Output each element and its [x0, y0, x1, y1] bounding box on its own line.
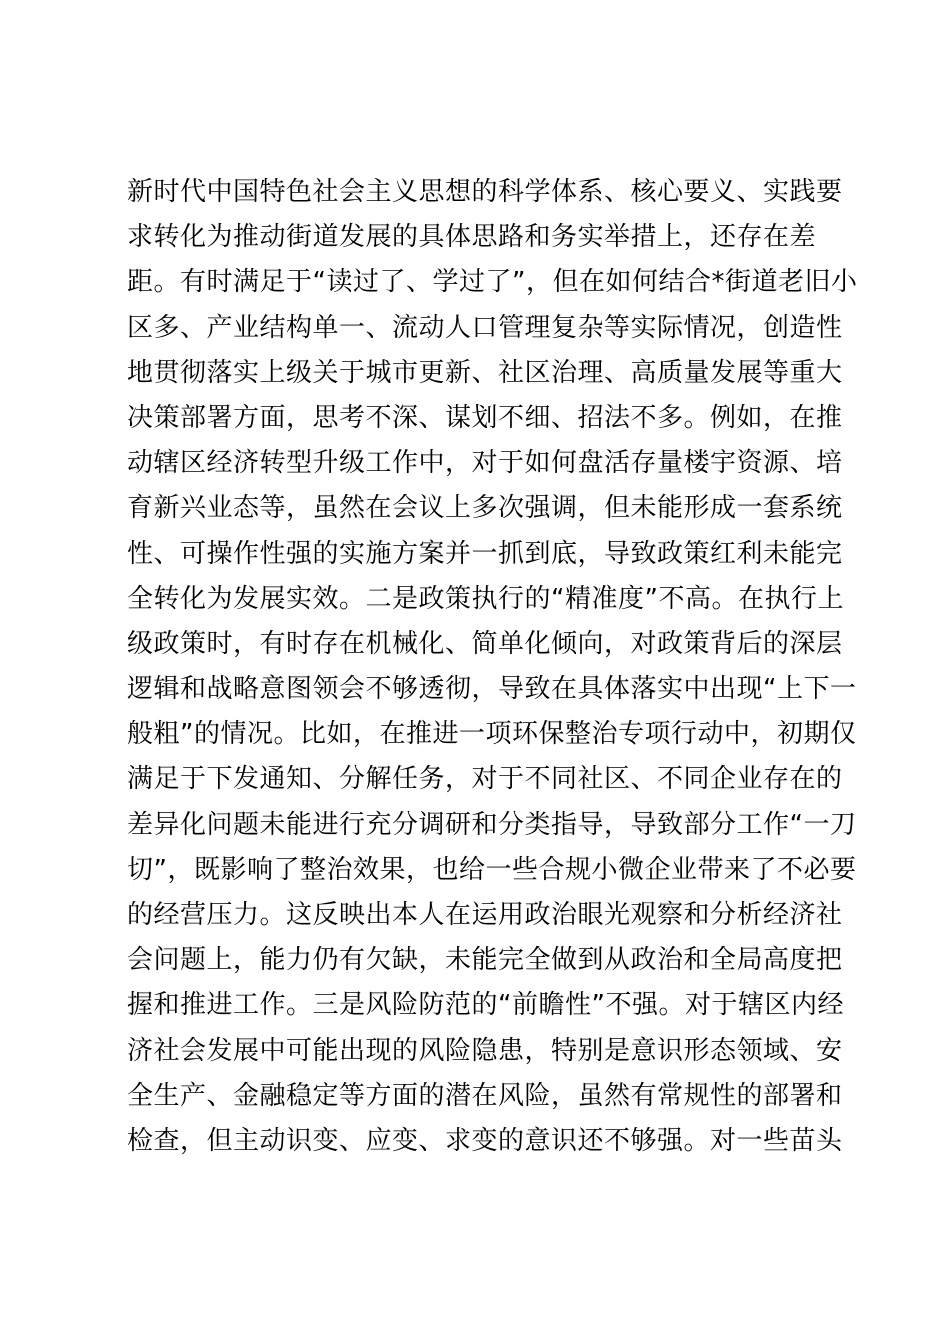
text-line: 级政策时，有时存在机械化、简单化倾向，对政策背后的深层	[127, 628, 843, 659]
text-line: 动辖区经济转型升级工作中，对于如何盘活存量楼宇资源、培	[127, 448, 843, 479]
text-line: 检查，但主动识变、应变、求变的意识还不够强。对一些苗头	[127, 1125, 843, 1156]
text-line: 育新兴业态等，虽然在会议上多次强调，但未能形成一套系统	[127, 493, 843, 524]
text-line: 逻辑和战略意图领会不够透彻，导致在具体落实中出现“上下一	[127, 674, 857, 705]
text-line: 满足于下发通知、分解任务，对于不同社区、不同企业存在的	[127, 764, 843, 795]
text-line: 地贯彻落实上级关于城市更新、社区治理、高质量发展等重大	[127, 357, 843, 388]
text-line: 差异化问题未能进行充分调研和分类指导，导致部分工作“一刀	[127, 809, 857, 840]
text-line: 区多、产业结构单一、流动人口管理复杂等实际情况，创造性	[127, 312, 843, 343]
text-line: 全生产、金融稳定等方面的潜在风险，虽然有常规性的部署和	[127, 1080, 843, 1111]
text-line: 距。有时满足于“读过了、学过了”，但在如何结合*街道老旧小	[127, 267, 858, 298]
text-line: 全转化为发展实效。二是政策执行的“精准度”不高。在执行上	[127, 583, 844, 614]
text-line: 握和推进工作。三是风险防范的“前瞻性”不强。对于辖区内经	[127, 990, 844, 1021]
text-line: 会问题上，能力仍有欠缺，未能完全做到从政治和全局高度把	[127, 945, 843, 976]
text-line: 切”，既影响了整治效果，也给一些合规小微企业带来了不必要	[127, 854, 857, 885]
text-line: 的经营压力。这反映出本人在运用政治眼光观察和分析经济社	[127, 900, 843, 930]
text-line: 新时代中国特色社会主义思想的科学体系、核心要义、实践要	[127, 177, 843, 207]
body-paragraph	[127, 170, 858, 1164]
text-line: 决策部署方面，思考不深、谋划不细、招法不多。例如，在推	[127, 402, 843, 433]
text-line: 求转化为推动街道发展的具体思路和务实举措上，还存在差	[127, 222, 817, 253]
text-line: 济社会发展中可能出现的风险隐患，特别是意识形态领域、安	[127, 1035, 843, 1066]
text-line: 性、可操作性强的实施方案并一抓到底，导致政策红利未能完	[127, 538, 843, 569]
text-line: 般粗”的情况。比如，在推进一项环保整治专项行动中，初期仅	[127, 719, 857, 750]
